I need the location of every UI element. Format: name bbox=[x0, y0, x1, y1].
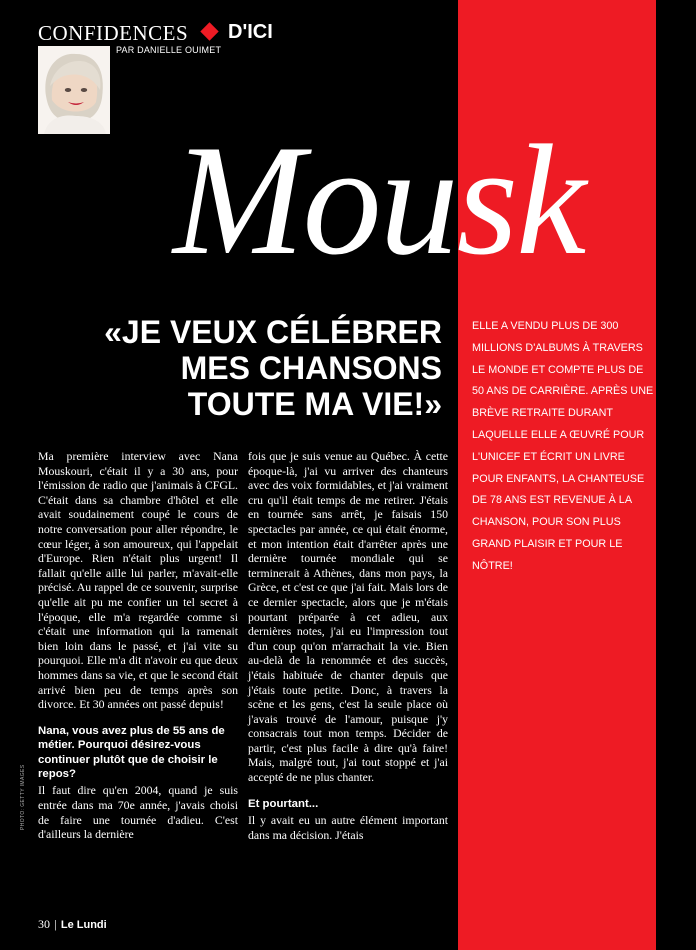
page-number: 30 bbox=[38, 917, 50, 931]
author-portrait-icon bbox=[38, 46, 110, 134]
body-paragraph: Il y avait eu un autre élément important dans ma décision. J'étais bbox=[248, 813, 448, 842]
photo-credit: PHOTO: GETTY IMAGES bbox=[20, 764, 26, 830]
body-paragraph: Ma première interview avec Nana Mouskouri, c'était il y a 30 ans, pour l'émission de radio que j'animais à CFGL. C'était dans sa chambre d'hôtel et elle avait soudainement coupé le cours de notre conversation pour aller répondre, le cœur léger, à son amoureux, qui l'appelait d'Europe. Rien n'était plus urgent! Il fallait qu'elle aille lui parler, m'avait-elle précisé. Au rappel de ce souvenir, surprise qu'elle ait pu me confier un tel secret à l'époque, elle m'a regardée comme si c'était une information qui la ramenait bien loin dans le passé, et j'ai vite su pourquoi. Elle m'a dit n'avoir eu que deux hommes dans sa vie, et que le second était arrivé bien peu de temps après son divorce. Et 30 années ont passé depuis! bbox=[38, 449, 238, 712]
headline-line-1: «JE VEUX CÉLÉBRER bbox=[104, 314, 442, 350]
article-headline bbox=[20, 314, 442, 422]
article-intro: ELLE A VENDU PLUS DE 300 MILLIONS D'ALBUMS À TRAVERS LE MONDE ET COMPTE PLUS DE 50 ANS DE CARRIÈRE. APRÈS UNE BRÈVE RETRAITE DURANT LAQUELLE ELLE A ŒUVRÉ POUR L'UNICEF ET ÉCRIT UN LIVRE POUR ENFANTS, LA CHANTEUSE DE 78 ANS EST REVENUE À LA CHANSON, POUR SON PLUS GRAND PLAISIR ET POUR LE NÔTRE! bbox=[472, 320, 654, 572]
footer-separator: | bbox=[54, 919, 57, 931]
section-rubric-accent: D'ICI bbox=[228, 21, 273, 43]
body-column-1 bbox=[38, 449, 238, 842]
headline-line-3: TOUTE MA VIE!» bbox=[187, 386, 442, 422]
diamond-icon bbox=[200, 22, 218, 40]
interview-question: Et pourtant... bbox=[248, 797, 319, 810]
magazine-name: Le Lundi bbox=[60, 919, 107, 931]
author-avatar bbox=[38, 46, 110, 134]
body-column-2 bbox=[248, 449, 448, 842]
author-byline: PAR DANIELLE OUIMET bbox=[116, 45, 222, 55]
page-footer bbox=[38, 917, 107, 932]
interview-question: Nana, vous avez plus de 55 ans de métier. Pourquoi désirez-vous continuer plutôt que de choisir le repos? bbox=[38, 724, 225, 780]
section-rubric: CONFIDENCES bbox=[38, 21, 189, 45]
article-title: Mousk bbox=[173, 113, 585, 288]
body-paragraph: Il faut dire qu'en 2004, quand je suis entrée dans ma 70e année, j'avais choisi de faire une tournée d'adieu. C'est d'ailleurs la dernière bbox=[38, 783, 238, 842]
body-paragraph: fois que je suis venue au Québec. À cette époque-là, j'ai vu arriver des chanteurs avec des voix formidables, et j'ai vraiment cru qu'il était temps de me retirer. J'étais en tournée sans arrêt, je faisais 150 spectacles par année, ce qui était énorme, et mon intention était d'arrêter après une dernière tournée mondiale qui se terminerait à Athènes, dans mon pays, la Grèce, et c'est ce que j'ai fait. Mais lors de ce dernier spectacle, alors que je m'étais pourtant préparée à cet adieu, aux dernières notes, j'ai eu l'impression tout d'un coup qu'on m'arrachait la vie. Bien au-delà de la renommée et des succès, j'étais habituée de chanter depuis que j'étais toute petite. Donc, à travers la scène et les gens, c'est la seule place où j'avais trouvé de l'amour, puisque j'y consacrais tout mon temps. Décider de partir, c'est plus facile à dire qu'à faire! Mais, malgré tout, j'ai tout stoppé et j'ai accepté de ne plus chanter. bbox=[248, 449, 448, 785]
headline-line-2: MES CHANSONS bbox=[180, 350, 442, 386]
